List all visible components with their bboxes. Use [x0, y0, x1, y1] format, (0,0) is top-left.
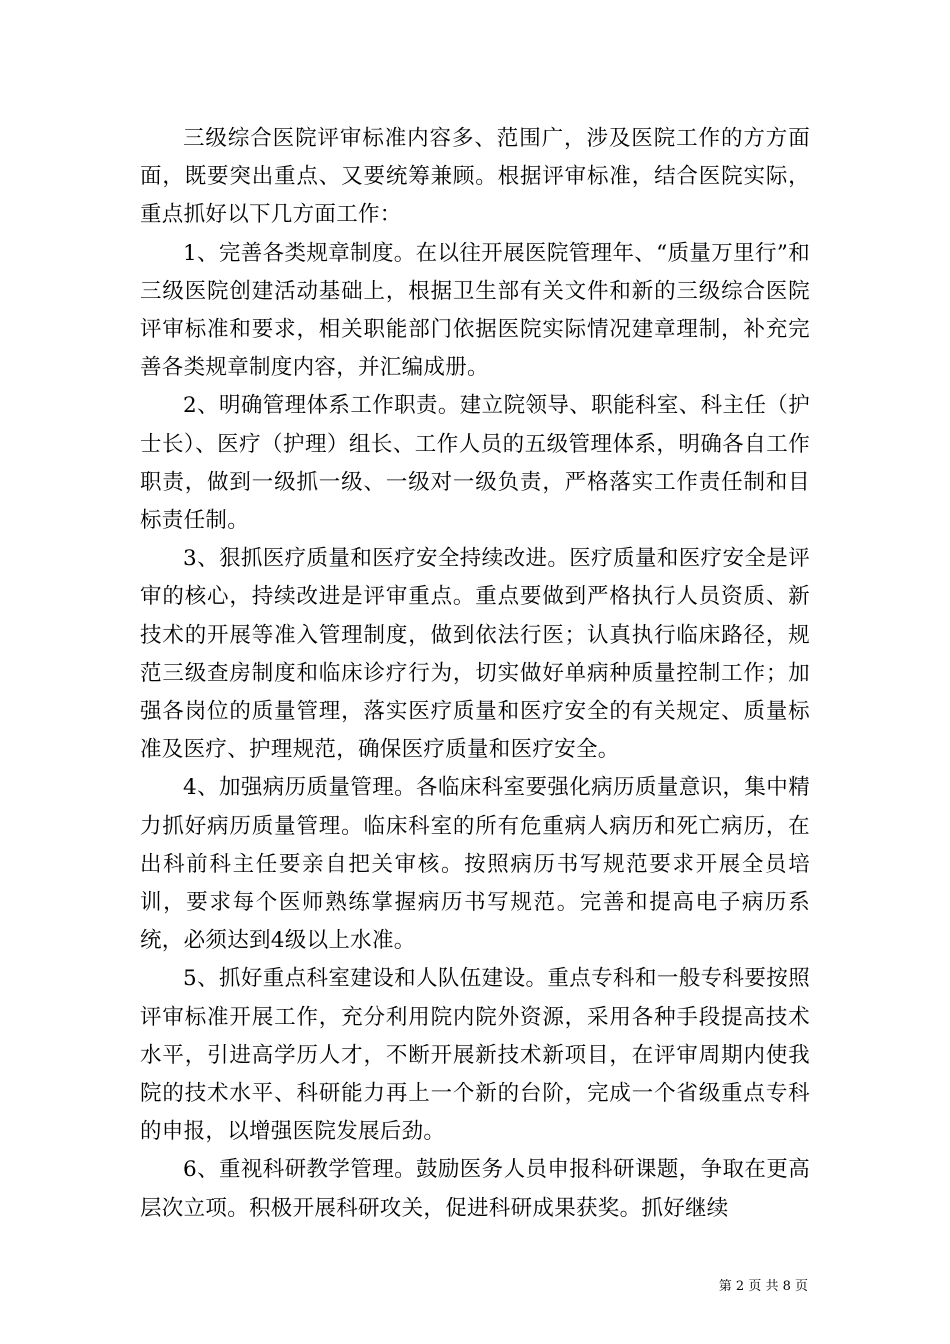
page-number-footer: 第 2 页 共 8 页	[718, 1279, 808, 1294]
paragraph-item-6: 6、重视科研教学管理。鼓励医务人员申报科研课题，争取在更高层次立项。积极开展科研攻关，促进科研成果获奖。抓好继续	[140, 1157, 810, 1221]
document-body	[140, 120, 810, 1228]
paragraph-item-2: 2、明确管理体系工作职责。建立院领导、职能科室、科主任（护士长）、医疗（护理）组长、工作人员的五级管理体系，明确各自工作职责，做到一级抓一级、一级对一级负责，严格落实工作责任制和目标责任制。	[140, 393, 810, 534]
paragraph-item-4: 4、加强病历质量管理。各临床科室要强化病历质量意识，集中精力抓好病历质量管理。临床科室的所有危重病人病历和死亡病历，在出科前科主任要亲自把关审核。按照病历书写规范要求开展全员培训，要求每个医师熟练掌握病历书写规范。完善和提高电子病历系统，必须达到4级以上水准。	[140, 775, 810, 954]
paragraph-item-5: 5、抓好重点科室建设和人队伍建设。重点专科和一般专科要按照评审标准开展工作，充分利用院内院外资源，采用各种手段提高技术水平，引进高学历人才，不断开展新技术新项目，在评审周期内使我院的技术水平、科研能力再上一个新的台阶，完成一个省级重点专科的申报，以增强医院发展后劲。	[140, 966, 810, 1145]
paragraph-intro: 三级综合医院评审标准内容多、范围广，涉及医院工作的方方面面，既要突出重点、又要统筹兼顾。根据评审标准，结合医院实际，重点抓好以下几方面工作：	[140, 126, 810, 228]
paragraph-item-1: 1、完善各类规章制度。在以往开展医院管理年、“质量万里行”和三级医院创建活动基础上，根据卫生部有关文件和新的三级综合医院评审标准和要求，相关职能部门依据医院实际情况建章理制，补充完善各类规章制度内容，并汇编成册。	[140, 240, 810, 381]
paragraph-item-3: 3、狠抓医疗质量和医疗安全持续改进。医疗质量和医疗安全是评审的核心，持续改进是评审重点。重点要做到严格执行人员资质、新技术的开展等准入管理制度，做到依法行医；认真执行临床路径，规范三级查房制度和临床诊疗行为，切实做好单病种质量控制工作；加强各岗位的质量管理，落实医疗质量和医疗安全的有关规定、质量标准及医疗、护理规范，确保医疗质量和医疗安全。	[140, 546, 810, 763]
